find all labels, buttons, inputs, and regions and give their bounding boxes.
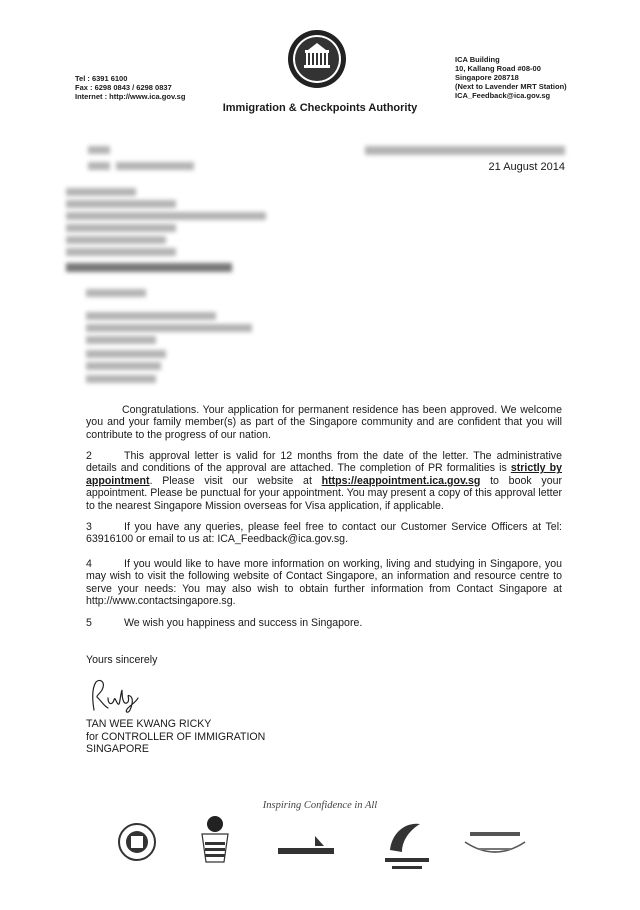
handwritten-signature [86,676,146,716]
closing: Yours sincerely [86,654,158,666]
paragraph-number: 2 [86,450,92,462]
footer-logos [110,812,540,882]
eappointment-link[interactable]: https://eappointment.ica.gov.sg [321,474,481,487]
service-class-logo [465,832,525,852]
ministry-of-home-affairs-logo [119,824,155,860]
street-address: 10, Kallang Road #08-00 [455,64,541,73]
singapore-quality-award-logo [202,816,228,862]
paragraph-5: 5 We wish you happiness and success in Singapore. [86,617,363,629]
organisation-name: Immigration & Checkpoints Authority [222,102,418,114]
paragraph-1: Congratulations. Your application for permanent residence has been approved. We welcome you and your family member(s) as part of the Singapore community and are confident that you will contribute to the progress of our nation. [86,404,562,441]
paragraph-number: 5 [86,617,92,629]
paragraph-3: 3 If you have any queries, please feel free to contact our Customer Service Officers at Tel: 63916100 or email to us at: ICA_Feedback@ica.gov.sg. [86,521,562,546]
paragraph-4: 4 If you would like to have more information on working, living and studying in Singapore, you may wish to visit the following website of Contact Singapore, an information and resource centre to serve your needs: You may also wish to obtain further information from Contact Singapore at http://www.contactsingapore.sg. [86,558,562,608]
feedback-email[interactable]: ICA_Feedback@ica.gov.sg [455,91,551,100]
telephone: Tel : 6391 6100 [75,74,128,83]
signer-name: TAN WEE KWANG RICKY [86,718,212,730]
location-note: (Next to Lavender MRT Station) [455,82,567,91]
strictly-by-appointment: strictly by appointment [86,462,562,487]
signer-title: for CONTROLLER OF IMMIGRATION [86,730,266,743]
letter-date: 21 August 2014 [488,161,565,173]
ica-crest-logo [286,28,348,90]
footer-motto: Inspiring Confidence in All [262,800,378,811]
fax: Fax : 6298 0843 / 6298 0837 [75,83,172,92]
people-developer-logo [278,836,334,854]
paragraph-number: 3 [86,521,92,533]
postal-code: Singapore 208718 [455,73,519,82]
signer-country: SINGAPORE [86,743,149,756]
innovation-class-logo [385,824,429,869]
paragraph-2: 2 This approval letter is valid for 12 months from the date of the letter. The administrative details and conditions of the approval are attached. The completion of PR formalities is strictly by appointment. Please visit our website at https://eappointment.ica.gov.sg to book your appointment. Please be punctual for your appointment. You may present a copy of this approval letter to the nearest Singapore Mission overseas for Visa application, if applicable. [86,450,563,512]
header-contact [75,74,185,101]
signer-block [86,718,265,756]
header-address [455,55,567,100]
paragraph-number: 4 [86,558,92,570]
website[interactable]: Internet : http://www.ica.gov.sg [75,92,186,101]
building-name: ICA Building [455,55,500,64]
